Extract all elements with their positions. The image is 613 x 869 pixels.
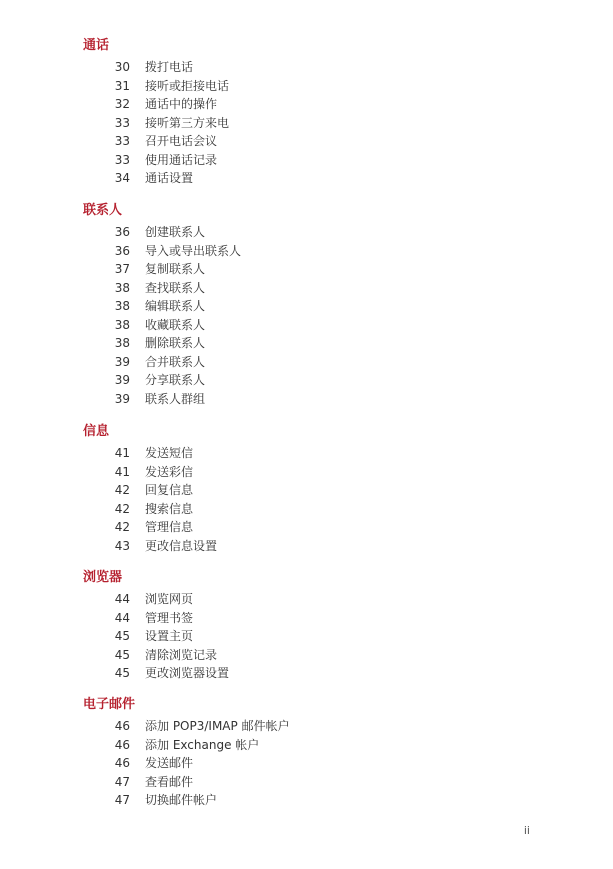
toc-entry-label: 浏览网页 [145, 592, 194, 606]
toc-entry-label: 更改信息设置 [145, 538, 218, 553]
toc-entry[interactable] [0, 444, 613, 462]
toc-entry-page-number: 47 [114, 793, 130, 807]
toc-entry-page-number: 45 [114, 647, 130, 662]
toc-entry-label: 导入或导出联系人 [145, 243, 242, 258]
toc-entry[interactable] [0, 114, 613, 132]
toc-entry-label: 管理信息 [145, 520, 194, 534]
toc-entry-page-number: 45 [114, 666, 130, 680]
page-number: ii [523, 824, 530, 837]
toc-entry[interactable] [0, 260, 613, 278]
toc-entry-page-number: 33 [114, 115, 130, 130]
toc-entry[interactable] [0, 736, 613, 754]
toc-entry[interactable] [0, 334, 613, 352]
toc-entry-page-number: 31 [114, 78, 130, 93]
toc-entry-label: 发送彩信 [145, 464, 194, 479]
toc-entry[interactable] [0, 646, 613, 664]
toc-entry-page-number: 36 [114, 225, 130, 239]
toc-entry-label: 更改浏览器设置 [145, 666, 230, 680]
toc-entry[interactable] [0, 717, 613, 735]
toc-entry-label: 删除联系人 [145, 336, 206, 350]
toc-entry-label: 接听第三方来电 [145, 115, 230, 130]
toc-entry-page-number: 38 [114, 299, 130, 313]
toc-entry[interactable] [0, 95, 613, 113]
toc-entry-page-number: 39 [114, 391, 130, 406]
toc-entry-page-number: 39 [114, 373, 130, 387]
toc-entry-label: 复制联系人 [145, 262, 206, 276]
toc-entry-label: 设置主页 [145, 629, 194, 643]
toc-entry-page-number: 41 [114, 446, 130, 460]
toc-entry-label: 回复信息 [145, 483, 194, 497]
toc-entry-label: 创建联系人 [145, 225, 206, 239]
toc-entry-label: 切换邮件帐户 [145, 793, 218, 807]
toc-entry-label: 收藏联系人 [145, 317, 206, 332]
toc-entry[interactable] [0, 390, 613, 408]
toc-entry-label: 管理书签 [145, 610, 194, 625]
toc-entry-label: 召开电话会议 [145, 134, 218, 148]
toc-entry-page-number: 46 [114, 737, 130, 752]
toc-entry[interactable] [0, 242, 613, 260]
toc-entry-label: 发送短信 [145, 446, 194, 460]
toc-entry[interactable] [0, 481, 613, 499]
toc-entry-label: 拨打电话 [145, 60, 194, 74]
toc-entry[interactable] [0, 463, 613, 481]
toc-entry-page-number: 41 [114, 464, 130, 479]
toc-entry-page-number: 42 [114, 520, 130, 534]
toc-entry-page-number: 47 [114, 774, 130, 789]
toc-entry[interactable] [0, 791, 613, 809]
section-title: 浏览器 [83, 570, 123, 585]
toc-entry-label: 通话中的操作 [145, 97, 218, 111]
toc-entry[interactable] [0, 590, 613, 608]
toc-entry-page-number: 43 [114, 538, 130, 553]
toc-entry-page-number: 46 [114, 719, 130, 733]
toc-entry-page-number: 33 [114, 152, 130, 167]
toc-entry-page-number: 33 [114, 134, 130, 148]
toc-entry-label: 联系人群组 [145, 391, 206, 406]
section-title: 联系人 [83, 203, 123, 218]
toc-entry[interactable] [0, 151, 613, 169]
section-title: 通话 [83, 38, 110, 53]
toc-entry-page-number: 46 [114, 756, 130, 770]
toc-entry-page-number: 44 [114, 592, 130, 606]
toc-entry[interactable] [0, 58, 613, 76]
toc-entry-page-number: 37 [114, 262, 130, 276]
toc-entry[interactable] [0, 773, 613, 791]
toc-entry-label: 使用通话记录 [145, 152, 218, 167]
toc-entry-label: 添加 POP3/IMAP 邮件帐户 [145, 719, 290, 733]
toc-entry[interactable] [0, 500, 613, 518]
toc-entry[interactable] [0, 518, 613, 536]
section-title: 信息 [83, 424, 110, 439]
section-title: 电子邮件 [83, 697, 136, 712]
toc-entry-page-number: 39 [114, 354, 130, 369]
toc-entry[interactable] [0, 279, 613, 297]
toc-entry-label: 添加 Exchange 帐户 [145, 737, 260, 752]
toc-entry-page-number: 34 [114, 171, 130, 185]
toc-entry[interactable] [0, 609, 613, 627]
toc-entry[interactable] [0, 316, 613, 334]
toc-entry-page-number: 38 [114, 336, 130, 350]
toc-entry[interactable] [0, 353, 613, 371]
toc-entry-page-number: 45 [114, 629, 130, 643]
toc-entry[interactable] [0, 754, 613, 772]
toc-entry-page-number: 42 [114, 501, 130, 516]
toc-entry-page-number: 44 [114, 610, 130, 625]
toc-entry[interactable] [0, 537, 613, 555]
toc-entry-label: 接听或拒接电话 [145, 78, 230, 93]
toc-entry-label: 搜索信息 [145, 501, 194, 516]
toc-entry-label: 发送邮件 [145, 756, 194, 770]
toc-entry-page-number: 32 [114, 97, 130, 111]
toc-entry-label: 编辑联系人 [145, 299, 206, 313]
toc-entry[interactable] [0, 297, 613, 315]
toc-entry-label: 查看邮件 [145, 774, 194, 789]
toc-entry[interactable] [0, 169, 613, 187]
toc-entry-label: 查找联系人 [145, 280, 206, 295]
toc-entry-page-number: 38 [114, 280, 130, 295]
toc-entry[interactable] [0, 223, 613, 241]
toc-entry-label: 分享联系人 [145, 373, 206, 387]
toc-entry[interactable] [0, 77, 613, 95]
toc-entry-label: 合并联系人 [145, 354, 206, 369]
toc-entry-page-number: 30 [114, 60, 130, 74]
toc-entry-label: 清除浏览记录 [145, 647, 218, 662]
toc-entry-page-number: 38 [114, 317, 130, 332]
toc-entry[interactable] [0, 371, 613, 389]
toc-entry[interactable] [0, 664, 613, 682]
toc-entry-page-number: 42 [114, 483, 130, 497]
toc-entry-page-number: 36 [114, 243, 130, 258]
toc-entry[interactable] [0, 132, 613, 150]
toc-entry-label: 通话设置 [145, 171, 194, 185]
toc-entry[interactable] [0, 627, 613, 645]
